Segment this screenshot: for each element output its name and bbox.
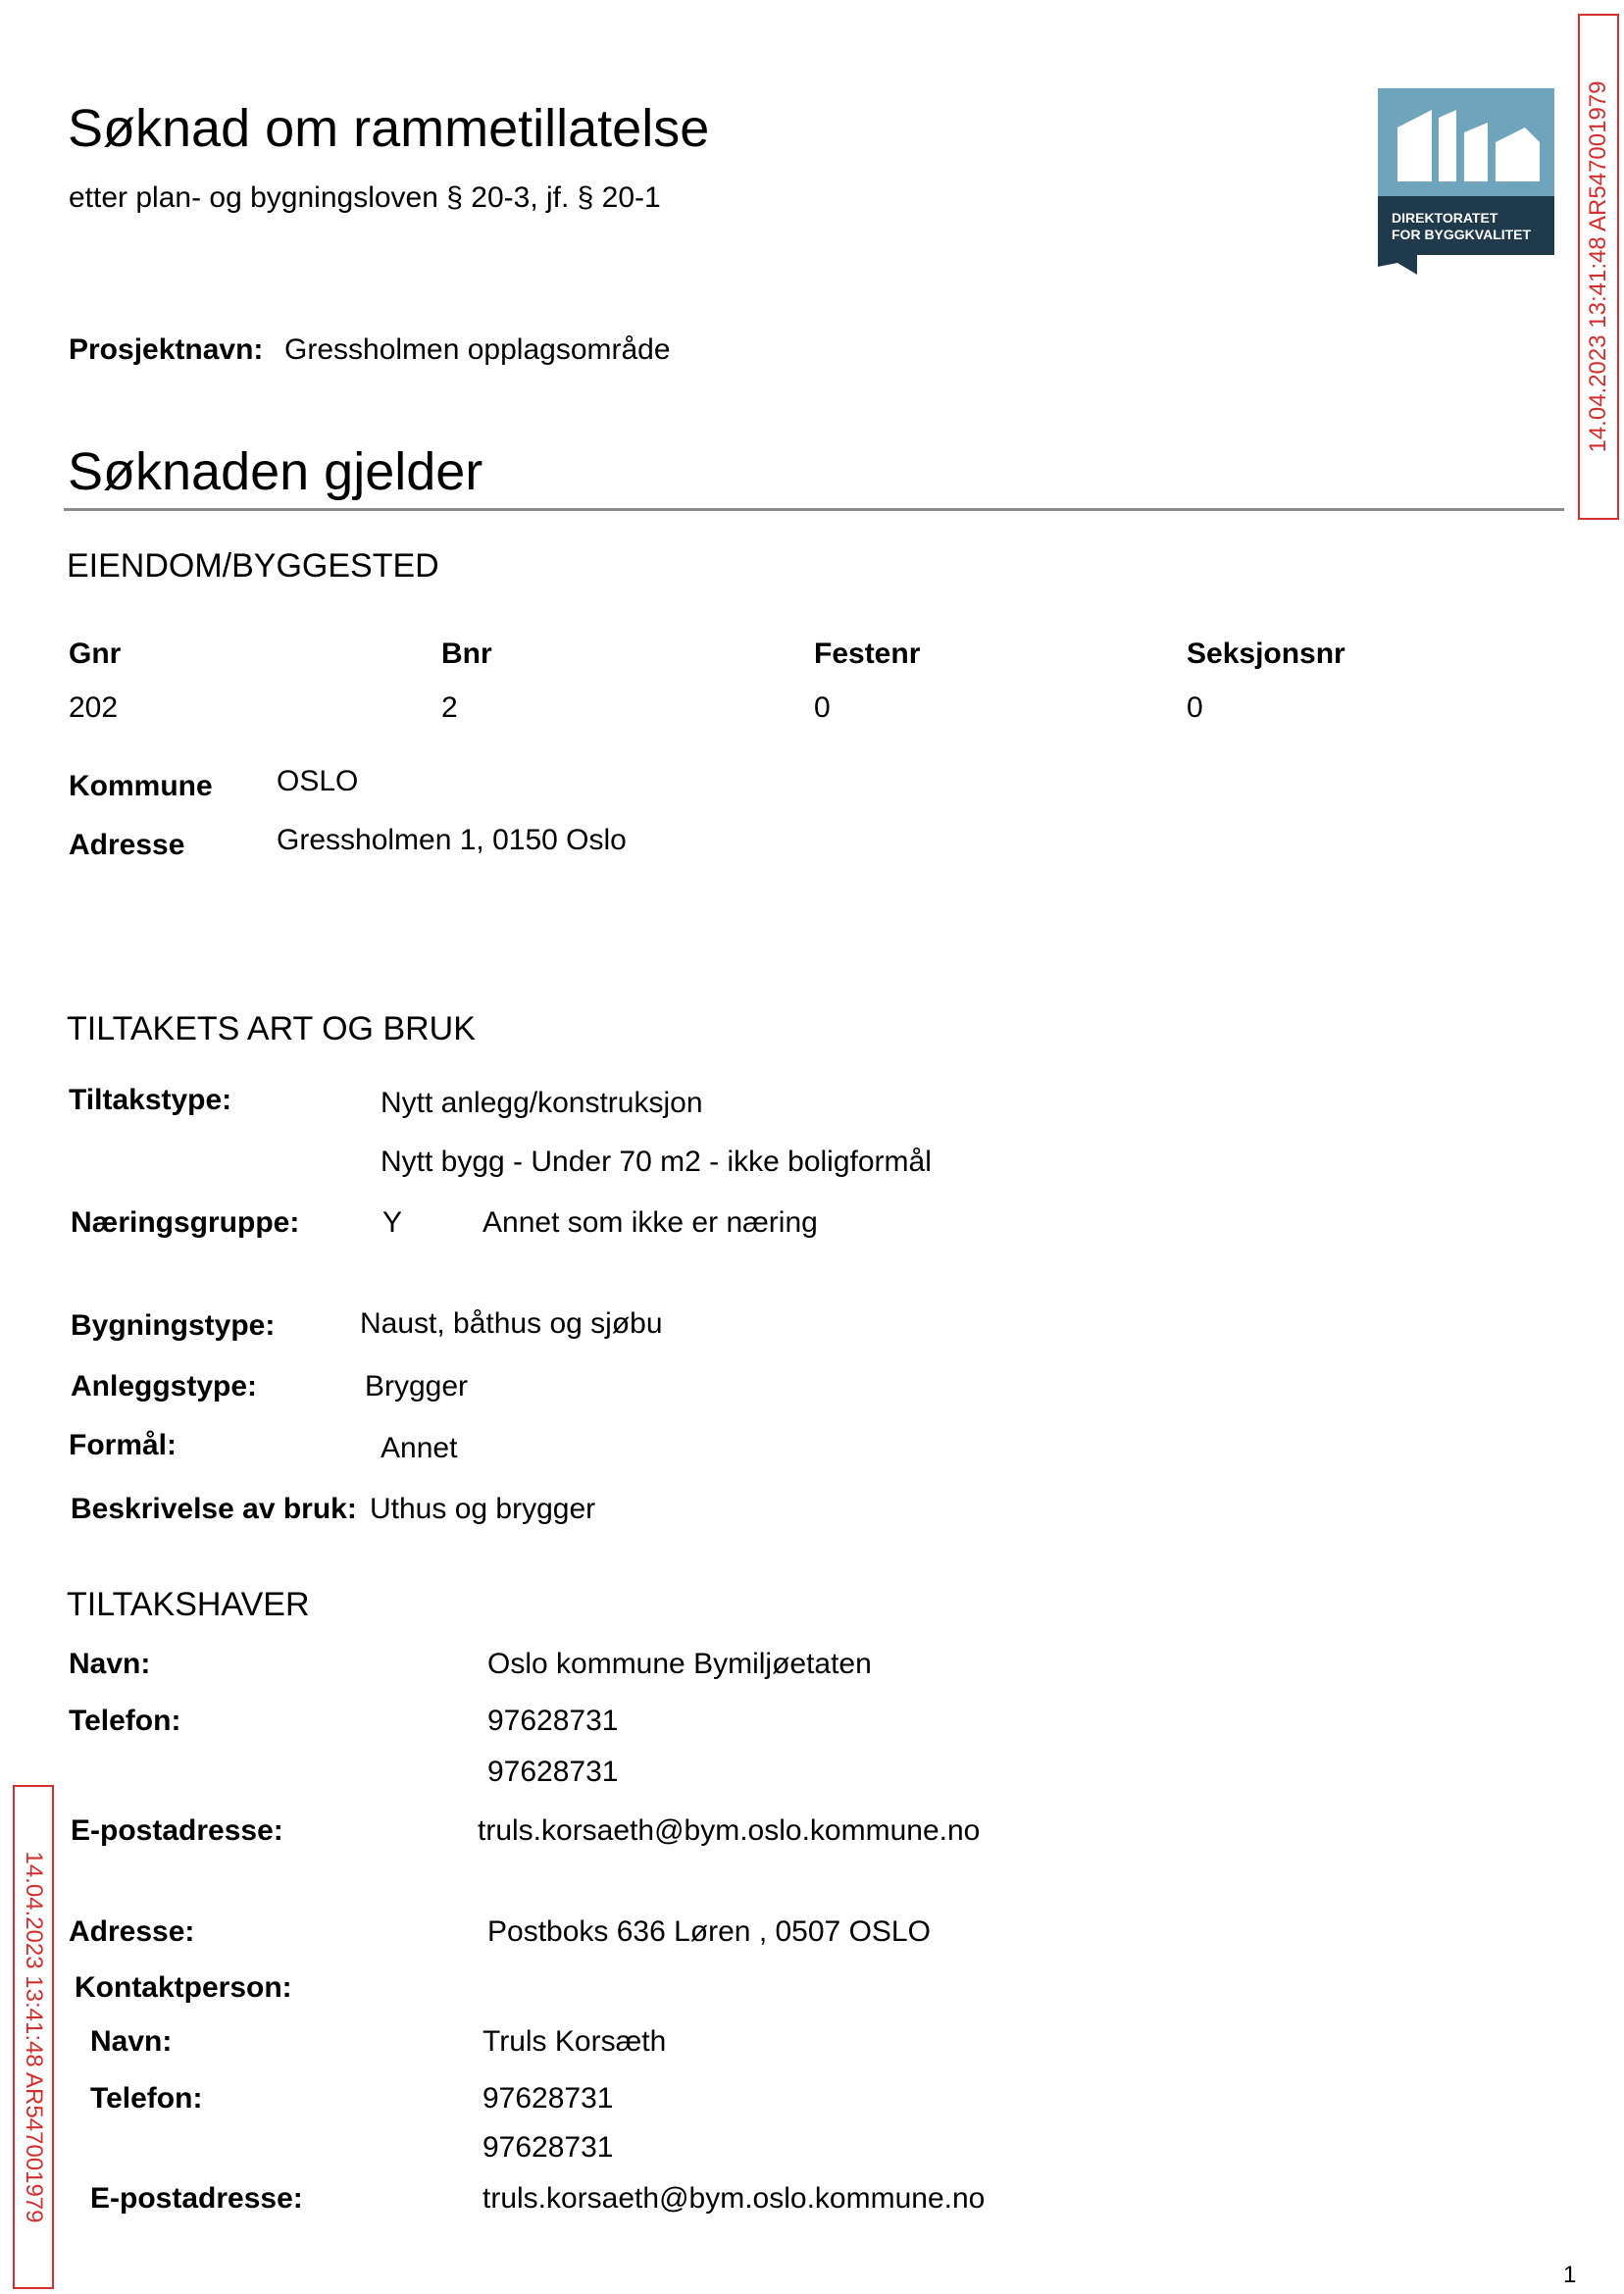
beskrivelse-label: Beskrivelse av bruk: [71, 1493, 357, 1525]
tiltakshaver-adresse-label: Adresse: [69, 1915, 195, 1948]
tiltakstype-value-1: Nytt anlegg/konstruksjon [381, 1087, 703, 1119]
formal-value: Annet [381, 1432, 458, 1464]
kontakt-epost-value: truls.korsaeth@bym.oslo.kommune.no [482, 2182, 986, 2215]
kontakt-navn-label: Navn: [90, 2025, 173, 2058]
kontaktperson-label: Kontaktperson: [75, 1971, 292, 2004]
festenr-value: 0 [814, 691, 831, 724]
tiltakshaver-epost-label: E-postadresse: [71, 1814, 283, 1847]
tiltakshaver-epost-value: truls.korsaeth@bym.oslo.kommune.no [478, 1814, 981, 1847]
anleggstype-value: Brygger [365, 1370, 469, 1402]
tiltakshaver-telefon-value-2: 97628731 [487, 1756, 619, 1788]
section-title: Søknaden gjelder [68, 442, 483, 501]
project-value: Gressholmen opplagsområde [284, 333, 671, 366]
document-subtitle: etter plan- og bygningsloven § 20-3, jf. § 20-1 [69, 181, 661, 214]
bygningstype-label: Bygningstype: [71, 1309, 276, 1342]
tiltakshaver-navn-label: Navn: [69, 1648, 151, 1680]
kontakt-telefon-label: Telefon: [90, 2082, 203, 2115]
gnr-value: 202 [69, 691, 119, 724]
adresse-label: Adresse [69, 829, 185, 861]
anleggstype-label: Anleggstype: [71, 1370, 258, 1402]
kontakt-epost-label: E-postadresse: [90, 2182, 303, 2215]
seksjonsnr-value: 0 [1187, 691, 1203, 724]
festenr-label: Festenr [814, 637, 921, 670]
stamp-text: 14.04.2023 13:41:48 AR547001979 [1585, 80, 1611, 453]
kommune-label: Kommune [69, 770, 213, 802]
project-label: Prosjektnavn: [69, 333, 264, 366]
bnr-value: 2 [441, 691, 458, 724]
naeringsgruppe-value: Annet som ikke er næring [482, 1206, 818, 1239]
seksjonsnr-label: Seksjonsnr [1187, 637, 1345, 670]
tiltak-heading: TILTAKETS ART OG BRUK [67, 1010, 476, 1047]
section-divider [64, 508, 1564, 511]
gnr-label: Gnr [69, 637, 122, 670]
tiltakshaver-navn-value: Oslo kommune Bymiljøetaten [487, 1648, 872, 1680]
beskrivelse-value: Uthus og brygger [370, 1493, 596, 1525]
dibk-logo [1378, 88, 1554, 275]
kontakt-telefon-value-2: 97628731 [482, 2131, 614, 2164]
tiltakshaver-adresse-value: Postboks 636 Løren , 0507 OSLO [487, 1915, 931, 1948]
document-title: Søknad om rammetillatelse [68, 99, 710, 158]
timestamp-stamp-right [1578, 14, 1619, 520]
dibk-logo-icon [1378, 88, 1554, 275]
tiltakshaver-telefon-label: Telefon: [69, 1705, 181, 1737]
kontakt-telefon-value-1: 97628731 [482, 2082, 614, 2115]
stamp-text: 14.04.2023 13:41:48 AR547001979 [21, 1851, 47, 2223]
logo-text-line2: FOR BYGGKVALITET [1392, 227, 1532, 242]
bygningstype-value: Naust, båthus og sjøbu [360, 1307, 663, 1340]
kommune-value: OSLO [277, 765, 359, 797]
page-number: 1 [1563, 2262, 1577, 2288]
tiltakstype-label: Tiltakstype: [69, 1084, 232, 1116]
property-heading: EIENDOM/BYGGESTED [67, 547, 439, 585]
timestamp-stamp-left [13, 1785, 54, 2289]
kontakt-navn-value: Truls Korsæth [482, 2025, 667, 2058]
tiltakshaver-heading: TILTAKSHAVER [67, 1586, 310, 1623]
naeringsgruppe-label: Næringsgruppe: [71, 1206, 300, 1239]
tiltakshaver-telefon-value-1: 97628731 [487, 1705, 619, 1737]
formal-label: Formål: [69, 1429, 178, 1461]
adresse-value: Gressholmen 1, 0150 Oslo [277, 824, 627, 856]
logo-text-line1: DIREKTORATET [1392, 210, 1498, 226]
bnr-label: Bnr [441, 637, 492, 670]
tiltakstype-value-2: Nytt bygg - Under 70 m2 - ikke boligformål [381, 1146, 932, 1178]
naeringsgruppe-code: Y [382, 1206, 403, 1239]
